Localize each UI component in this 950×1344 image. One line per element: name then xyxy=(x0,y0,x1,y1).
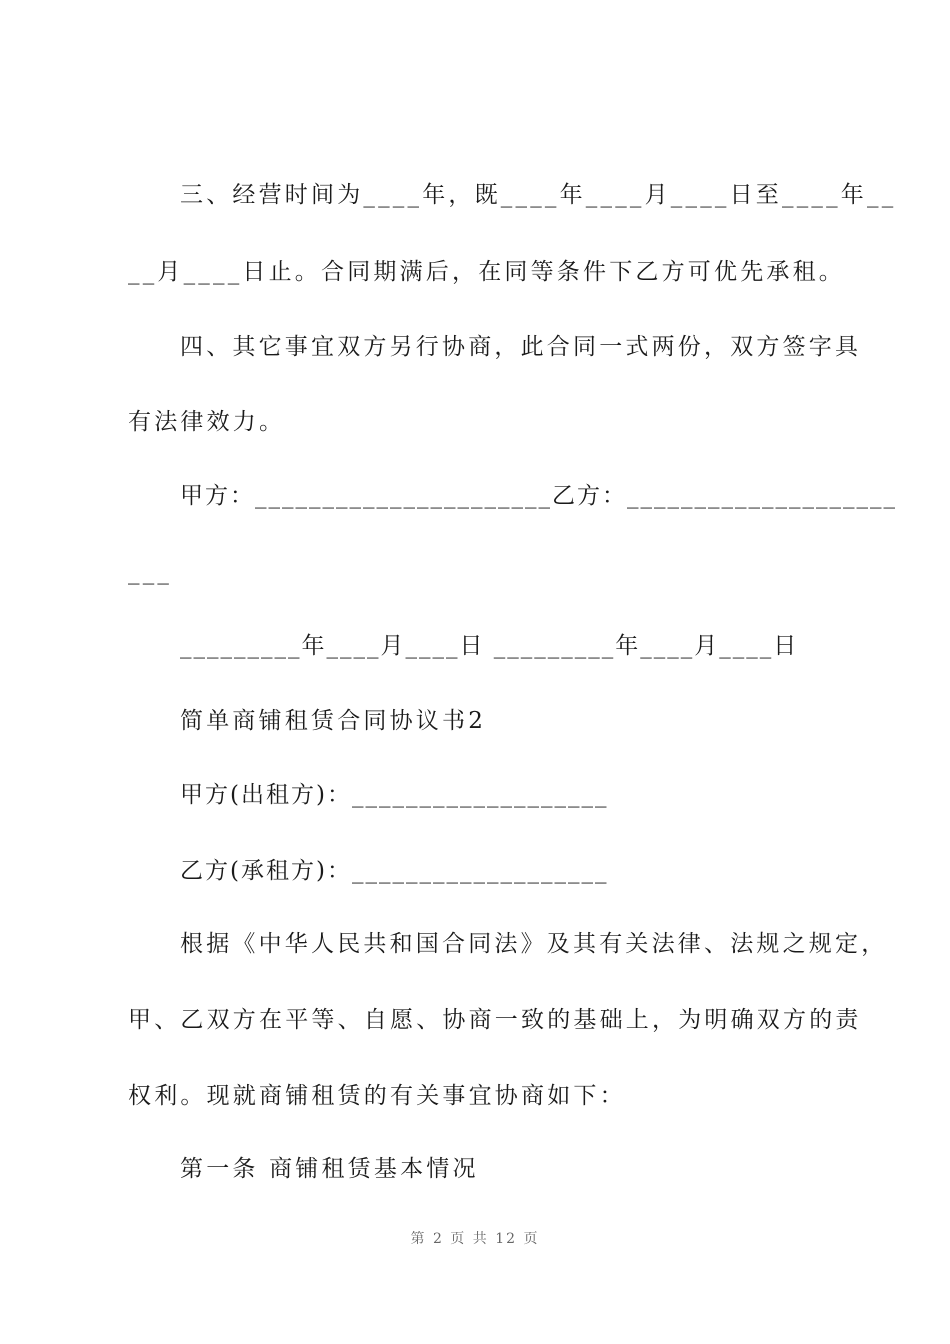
page-footer: 第 2 页 共 12 页 xyxy=(410,1231,540,1247)
paragraph-line: 四、其它事宜双方另行协商，此合同一式两份，双方签字具 xyxy=(180,334,862,360)
paragraph-line: 有法律效力。 xyxy=(128,409,286,435)
signature-line-continuation: ___ xyxy=(128,559,173,585)
lessor-line: 甲方(出租方)：___________________ xyxy=(180,782,609,808)
paragraph-line: 权利。现就商铺租赁的有关事宜协商如下： xyxy=(128,1083,626,1109)
section-title: 简单商铺租赁合同协议书2 xyxy=(180,708,487,734)
date-line: _________年____月____日 _________年____月____日 xyxy=(180,633,799,659)
paragraph-line: __月____日止。合同期满后，在同等条件下乙方可优先承租。 xyxy=(128,259,845,285)
signature-line: 甲方：______________________乙方：____________________ xyxy=(180,483,897,509)
article-heading: 第一条 商铺租赁基本情况 xyxy=(180,1156,479,1182)
paragraph-line: 三、经营时间为____年，既____年____月____日至____年__ xyxy=(180,182,897,208)
lessee-line: 乙方(承租方)：___________________ xyxy=(180,858,609,884)
paragraph-line: 根据《中华人民共和国合同法》及其有关法律、法规之规定， xyxy=(180,931,888,957)
paragraph-line: 甲、乙双方在平等、自愿、协商一致的基础上，为明确双方的责 xyxy=(128,1007,862,1033)
